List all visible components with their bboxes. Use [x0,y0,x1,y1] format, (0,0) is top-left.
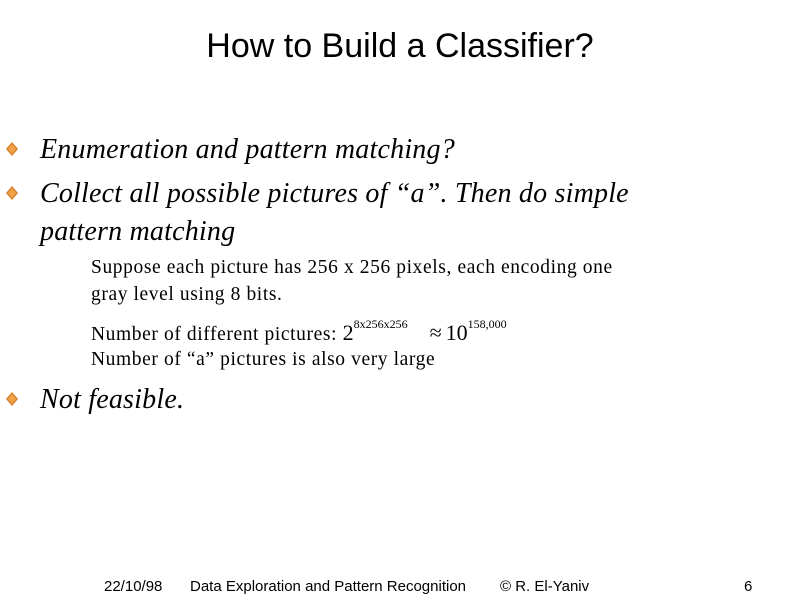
bullet-collect-continued: pattern matching [40,216,236,247]
diamond-bullet-icon [6,142,18,156]
count-formula [342,317,507,345]
footer-author: © R. El-Yaniv [500,578,590,595]
count-label: Number of different pictures: [91,324,338,345]
detail-line-pixels: Suppose each picture has 256 x 256 pixels, each encoding one [91,257,613,278]
bullet-collect: Collect all possible pictures of “a”. Then do simple [40,178,629,209]
footer-date: 22/10/98 [104,578,163,595]
detail-line-a-pictures: Number of “a” pictures is also very large [91,349,436,370]
diamond-bullet-icon [6,186,18,200]
footer-page-number: 6 [744,578,753,595]
diamond-bullet-icon [6,392,18,406]
bullet-not-feasible: Not feasible. [40,384,185,415]
approx-symbol: ≈ [429,320,442,345]
detail-line-count [91,311,791,348]
formula-result-exponent: 158,000 [467,317,507,331]
formula-base: 2 [342,320,354,345]
detail-line-gray-level: gray level using 8 bits. [91,284,283,305]
bullet-enumeration: Enumeration and pattern matching? [40,134,455,165]
formula-exponent: 8x256x256 [353,317,408,331]
footer-course: Data Exploration and Pattern Recognition [190,578,467,595]
slide-title: How to Build a Classifier? [206,27,594,65]
formula-result-base: 10 [445,320,468,345]
